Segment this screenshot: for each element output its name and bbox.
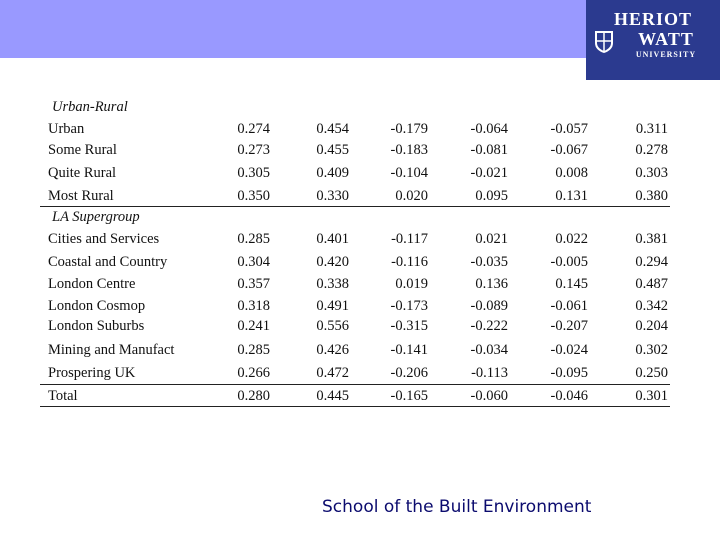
table-cell: 0.491 <box>316 298 349 314</box>
table-cell: 0.136 <box>475 276 508 292</box>
row-label: London Suburbs <box>48 318 145 334</box>
table-cell: -0.034 <box>470 342 508 358</box>
table-cell: 0.338 <box>316 276 349 292</box>
table-cell: 0.008 <box>555 165 588 181</box>
table-cell: 0.487 <box>635 276 668 292</box>
table-cell: -0.117 <box>391 231 428 247</box>
table-cell: -0.315 <box>390 318 428 334</box>
table-cell: -0.035 <box>470 254 508 270</box>
table-cell: -0.060 <box>470 388 508 404</box>
table-cell: 0.381 <box>635 231 668 247</box>
row-label: Cities and Services <box>48 231 160 247</box>
section-title: Urban-Rural <box>52 99 128 115</box>
table-cell: -0.116 <box>391 254 428 270</box>
university-logo <box>586 0 720 80</box>
row-label: Coastal and Country <box>48 254 168 270</box>
table-cell: -0.061 <box>550 298 588 314</box>
table-cell: 0.305 <box>237 165 270 181</box>
table-cell: -0.005 <box>550 254 588 270</box>
row-label: London Centre <box>48 276 136 292</box>
table-row <box>40 317 670 335</box>
row-label: Most Rural <box>48 188 114 204</box>
table-cell: 0.131 <box>555 188 588 204</box>
table-cell: 0.294 <box>635 254 668 270</box>
table-cell: 0.095 <box>475 188 508 204</box>
table-row <box>40 297 670 315</box>
row-label: Prospering UK <box>48 365 136 381</box>
table-row <box>40 387 670 405</box>
table-row <box>40 275 670 293</box>
table-cell: 0.020 <box>395 188 428 204</box>
table-row <box>40 120 670 138</box>
table-cell: -0.165 <box>390 388 428 404</box>
table-cell: 0.357 <box>237 276 270 292</box>
table-cell: 0.330 <box>316 188 349 204</box>
table-rule <box>40 206 670 207</box>
table-cell: -0.089 <box>470 298 508 314</box>
table-row <box>40 141 670 159</box>
table-cell: 0.278 <box>635 142 668 158</box>
crest-icon <box>594 30 614 54</box>
table-row <box>40 164 670 182</box>
table-cell: 0.241 <box>237 318 270 334</box>
table-cell: 0.019 <box>395 276 428 292</box>
table-rule <box>40 406 670 407</box>
table-cell: -0.179 <box>390 121 428 137</box>
table-cell: 0.302 <box>635 342 668 358</box>
table-cell: 0.556 <box>316 318 349 334</box>
row-label: Total <box>48 388 78 404</box>
table-row <box>40 253 670 271</box>
table-cell: -0.095 <box>550 365 588 381</box>
table-cell: 0.455 <box>316 142 349 158</box>
table-cell: 0.350 <box>237 188 270 204</box>
row-label: London Cosmop <box>48 298 146 314</box>
table-cell: -0.173 <box>390 298 428 314</box>
table-cell: -0.021 <box>470 165 508 181</box>
table-cell: -0.113 <box>471 365 508 381</box>
table-row <box>40 230 670 248</box>
row-label: Some Rural <box>48 142 117 158</box>
table-row <box>40 187 670 205</box>
table-cell: -0.067 <box>550 142 588 158</box>
logo-line-2: WATT <box>638 29 694 49</box>
logo-line-1: HERIOT <box>613 9 693 29</box>
table-row <box>40 341 670 359</box>
row-label: Mining and Manufact <box>48 342 175 358</box>
table-cell: 0.409 <box>316 165 349 181</box>
table-cell: 0.401 <box>316 231 349 247</box>
table-cell: 0.445 <box>316 388 349 404</box>
table-cell: 0.285 <box>237 342 270 358</box>
table-cell: 0.285 <box>237 231 270 247</box>
section-title: LA Supergroup <box>52 209 140 225</box>
table-cell: -0.222 <box>470 318 508 334</box>
table-cell: -0.046 <box>550 388 588 404</box>
table-cell: -0.024 <box>550 342 588 358</box>
table-cell: -0.141 <box>390 342 428 358</box>
table-cell: 0.311 <box>635 121 668 137</box>
table-cell: -0.081 <box>470 142 508 158</box>
table-cell: 0.426 <box>316 342 349 358</box>
table-cell: 0.304 <box>237 254 270 270</box>
table-cell: -0.207 <box>550 318 588 334</box>
table-cell: 0.266 <box>237 365 270 381</box>
table-cell: 0.301 <box>635 388 668 404</box>
logo-line-3: UNIVERSITY <box>635 50 697 59</box>
table-cell: -0.057 <box>550 121 588 137</box>
table-rule <box>40 384 670 385</box>
table-cell: -0.104 <box>390 165 428 181</box>
table-cell: 0.280 <box>237 388 270 404</box>
table-cell: 0.420 <box>316 254 349 270</box>
table-cell: 0.022 <box>555 231 588 247</box>
table-cell: -0.064 <box>470 121 508 137</box>
footer-text: School of the Built Environment <box>322 497 592 517</box>
table-cell: 0.454 <box>316 121 349 137</box>
table-cell: 0.274 <box>237 121 270 137</box>
row-label: Urban <box>48 121 85 137</box>
row-label: Quite Rural <box>48 165 117 181</box>
table-cell: 0.318 <box>237 298 270 314</box>
table-cell: 0.472 <box>316 365 349 381</box>
table-cell: -0.183 <box>390 142 428 158</box>
table-cell: 0.250 <box>635 365 668 381</box>
table-cell: -0.206 <box>390 365 428 381</box>
table-cell: 0.342 <box>635 298 668 314</box>
table-cell: 0.145 <box>555 276 588 292</box>
table-cell: 0.273 <box>237 142 270 158</box>
table-cell: 0.303 <box>635 165 668 181</box>
table-cell: 0.021 <box>475 231 508 247</box>
table-row <box>40 364 670 382</box>
table-cell: 0.204 <box>635 318 668 334</box>
table-cell: 0.380 <box>635 188 668 204</box>
